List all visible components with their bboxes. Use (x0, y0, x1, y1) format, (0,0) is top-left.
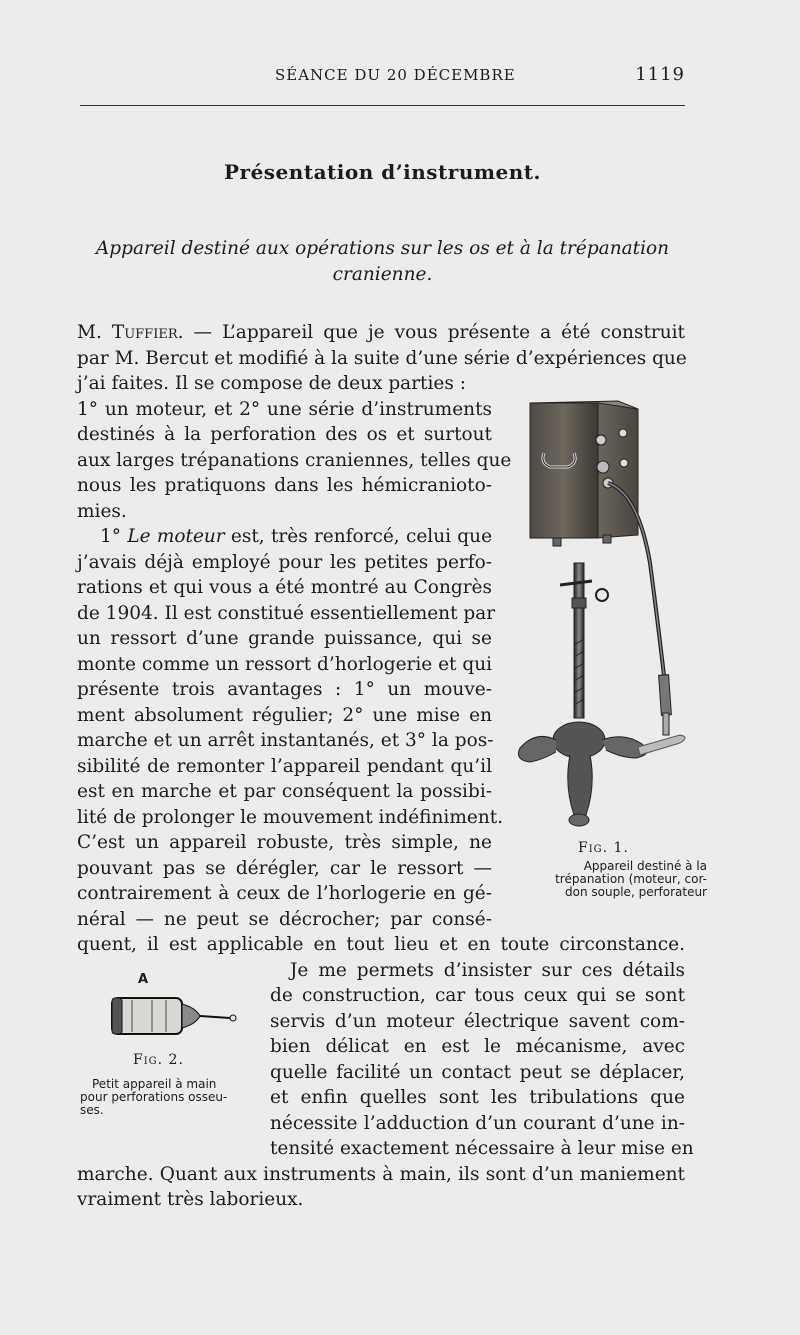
text-line: un ressort d’une grande puissance, qui se (77, 628, 492, 649)
text-line: bien délicat en est le mécanisme, avec (270, 1036, 685, 1057)
text-line: de construction, car tous ceux qui se sont (270, 985, 685, 1006)
text-line: j’ai faites. Il se compose de deux parties : (77, 373, 466, 394)
text-line: C’est un appareil robuste, très simple, ne (77, 832, 492, 853)
text-line: vraiment très laborieux. (77, 1189, 304, 1210)
text-line: est en marche et par conséquent la possibi- (77, 781, 492, 802)
text-line: contrairement à ceux de l’horlogerie en gé- (77, 883, 492, 904)
figure-1-caption: Appareil destiné à la trépanation (moteur, cor- don souple, perforateur (555, 859, 707, 899)
page-number: 1119 (635, 64, 685, 85)
text-line: servis d’un moteur électrique savent com- (270, 1011, 685, 1032)
figure-2-marker: A (138, 972, 150, 987)
text-line: j’avais déjà employé pour les petites perfo- (77, 552, 492, 573)
figure-2-illustration (104, 990, 239, 1042)
figure-2-caption: Petit appareil à main pour perforations osseu- ses. (80, 1077, 228, 1117)
text-line: et enfin quelles sont les tribulations que (270, 1087, 685, 1108)
text-line: quent, il est applicable en tout lieu et en toute circonstance. (77, 934, 685, 955)
text-line: monte comme un ressort d’horlogerie et qui (77, 654, 493, 675)
text-line: Je me permets d’insister sur ces détails (290, 960, 685, 981)
text-line: présente trois avantages : 1° un mouve- (77, 679, 492, 700)
subtitle-line: Appareil destiné aux opérations sur les os et à la trépanation (95, 238, 670, 259)
text-line: nous les pratiquons dans les hémicranioto- (77, 475, 492, 496)
text-line: de 1904. Il est constitué essentiellement par (77, 603, 496, 624)
text-line: pouvant pas se dérégler, car le ressort — (77, 858, 492, 879)
header-rule (80, 105, 685, 106)
text-line: aux larges trépanations craniennes, telles que (77, 450, 512, 471)
running-title: SÉANCE DU 20 DÉCEMBRE (275, 66, 516, 84)
text-line: 1° un moteur, et 2° une série d’instruments (77, 399, 492, 420)
text-line: mies. (77, 501, 127, 522)
text-line: M. Tuffier. — L’appareil que je vous présente a été construit (77, 322, 685, 343)
text-line: rations et qui vous a été montré au Congrès (77, 577, 492, 598)
text-line: destinés à la perforation des os et surtout (77, 424, 492, 445)
text-line: par M. Bercut et modifié à la suite d’une série d’expériences que (77, 348, 687, 369)
text-line: 1° Le moteur est, très renforcé, celui que (100, 526, 493, 547)
figure-1-illustration (508, 395, 698, 840)
subtitle-line: cranienne. (332, 264, 433, 285)
text-line: sibilité de remonter l’appareil pendant qu’il (77, 756, 492, 777)
text-line: quelle facilité un contact peut se déplacer, (270, 1062, 685, 1083)
subtitle (80, 236, 685, 288)
figure-1-label: Fig. 1. (578, 840, 629, 856)
text-line: tensité exactement nécessaire à leur mise en (270, 1138, 694, 1159)
text-line: nécessite l’adduction d’un courant d’une in- (270, 1113, 685, 1134)
section-title: Présentation d’instrument. (224, 160, 541, 184)
text-line: marche et un arrêt instantanés, et 3° la pos- (77, 730, 494, 751)
text-line: ment absolument régulier; 2° une mise en (77, 705, 492, 726)
running-head (80, 66, 685, 88)
text-line: lité de prolonger le mouvement indéfiniment. (77, 807, 504, 828)
text-line: néral — ne peut se décrocher; par consé- (77, 909, 492, 930)
text-line: marche. Quant aux instruments à main, ils sont d’un maniement (77, 1164, 685, 1185)
figure-2-label: Fig. 2. (133, 1052, 184, 1068)
author-name: M. Tuffier. (77, 322, 184, 343)
